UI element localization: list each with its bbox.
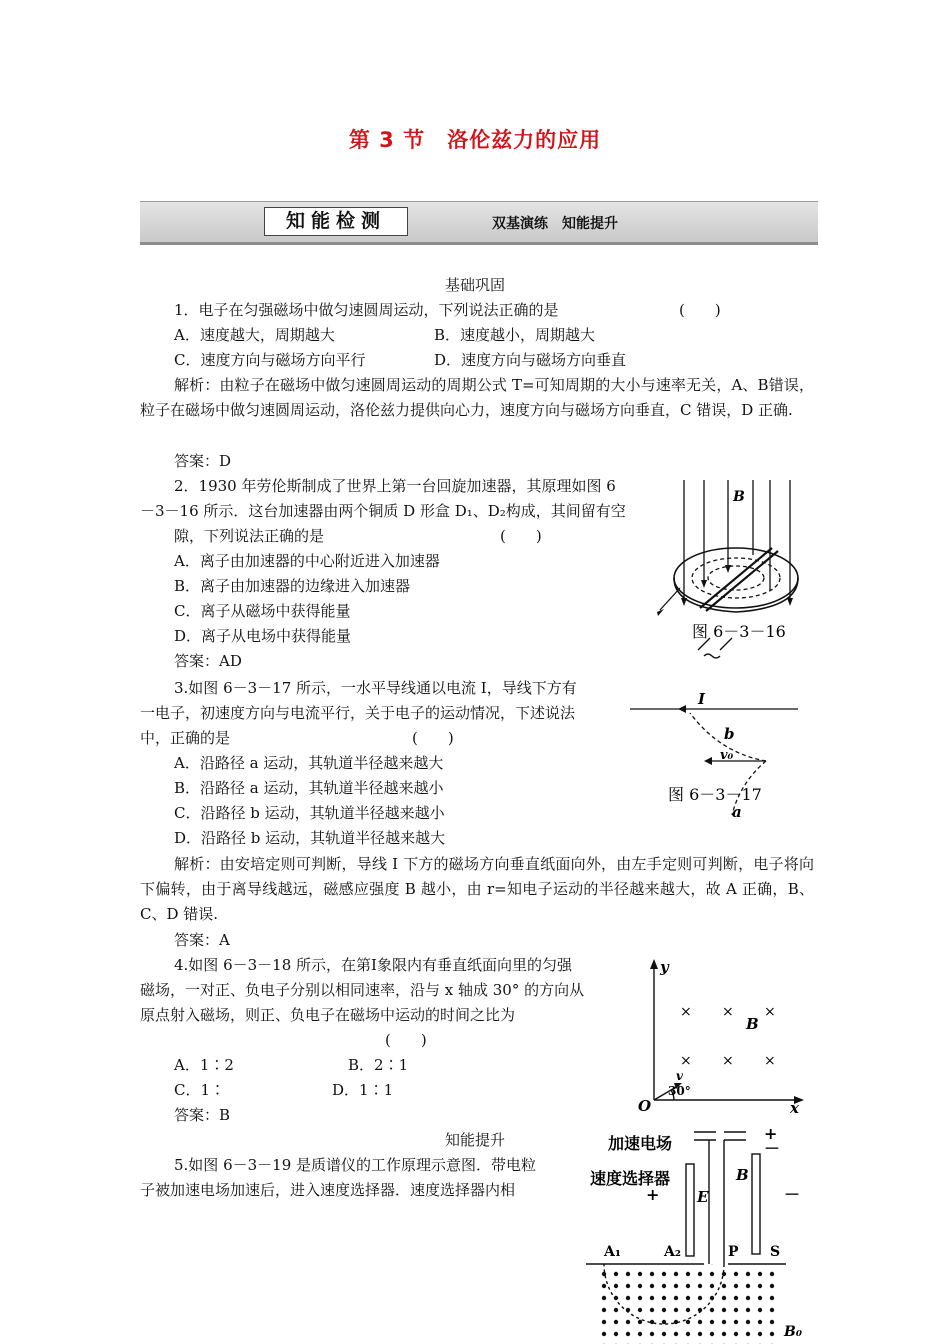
q2-option-a: A．离子由加速器的中心附近进入加速器	[174, 552, 440, 570]
q1-analysis: 解析：由粒子在磁场中做匀速圆周运动的周期公式 T=可知周期的大小与速率无关，A、B错误，粒子在磁场中做匀速圆周运动，洛伦兹力提供向心力，速度方向与磁场方向垂直，C 错误，D 正确.	[140, 376, 814, 419]
fig18-label-v: v	[676, 1069, 683, 1083]
q1-option-d: D．速度方向与磁场方向垂直	[434, 351, 627, 369]
q2-option-b: B．离子由加速器的边缘进入加速器	[174, 577, 411, 595]
fig19-label-accel: 加速电场	[608, 1134, 673, 1153]
q5-line-2: 子被加速电场加速后，进入速度选择器．速度选择器内相	[140, 1181, 516, 1199]
fig19-label-b0: B₀	[784, 1324, 802, 1340]
q4-option-c: C．1∶	[174, 1081, 226, 1099]
fig17-label-b: b	[724, 725, 735, 743]
fig19-label-plus-top: +	[764, 1124, 778, 1143]
q2-blank: ( )	[500, 527, 542, 545]
field-cross: ×	[764, 1004, 776, 1020]
page-title: 第 3 节 洛伦兹力的应用	[348, 128, 602, 152]
fig19-label-plus-left: +	[646, 1185, 660, 1204]
figure-quadrant-field	[630, 955, 810, 1118]
q4-line-2: 磁场，一对正、负电子分别以相同速率，沿与 x 轴成 30° 的方向从	[140, 981, 585, 999]
q3-option-d: D．沿路径 b 运动，其轨道半径越来越大	[174, 829, 446, 847]
fig17-label-a: a	[732, 803, 742, 821]
figure-wire-electron	[628, 683, 808, 823]
q2-line-2: －3－16 所示．这台加速器由两个铜质 D 形盒 D₁、D₂构成，其间留有空	[140, 502, 626, 520]
figure-cyclotron	[640, 470, 820, 665]
q1-option-c: C．速度方向与磁场方向平行	[174, 351, 366, 369]
q2-option-c: C．离子从磁场中获得能量	[174, 602, 351, 620]
q4-answer: 答案：B	[174, 1106, 231, 1124]
q2-line-3: 隙，下列说法正确的是	[174, 527, 325, 545]
field-cross: ×	[722, 1004, 734, 1020]
q1-option-b: B．速度越小，周期越大	[434, 326, 596, 344]
section-banner	[140, 201, 818, 245]
q3-analysis: 解析：由安培定则可判断，导线 I 下方的磁场方向垂直纸面向外，由左手定则可判断，电子将向下偏转，由于离导线越远，磁感应强度 B 越小，由 r=知电子运动的半径越来越大，故 A 正确，B、C、D 错误.	[140, 855, 814, 923]
fig16-label-b: B	[733, 489, 745, 505]
field-cross: ×	[680, 1053, 692, 1069]
section-heading-basic: 基础巩固	[444, 276, 505, 294]
q1-answer: 答案：D	[174, 452, 232, 470]
q1-blank: ( )	[679, 301, 721, 319]
fig17-label-i: I	[698, 690, 706, 708]
fig19-label-p: P	[728, 1244, 739, 1260]
fig17-caption: 图 6－3－17	[668, 785, 762, 804]
fig19-label-selector: 速度选择器	[590, 1169, 671, 1188]
q3-blank: ( )	[412, 729, 454, 747]
q3-answer: 答案：A	[174, 931, 230, 949]
fig19-label-a2: A₂	[664, 1244, 681, 1260]
q4-line-3: 原点射入磁场，则正、负电子在磁场中运动的时间之比为	[140, 1006, 516, 1024]
q4-option-d: D．1∶1	[332, 1081, 394, 1099]
q4-option-a: A．1∶2	[174, 1056, 234, 1074]
q4-option-b: B．2∶1	[348, 1056, 409, 1074]
figure-mass-spectrometer	[586, 1124, 808, 1344]
q3-line-3: 中，正确的是	[140, 729, 231, 747]
q2-option-d: D．离子从电场中获得能量	[174, 627, 352, 645]
q2-answer: 答案：AD	[174, 652, 242, 670]
fig18-label-x: x	[790, 1099, 799, 1117]
q5-line-1: 5.如图 6－3－19 是质谱仪的工作原理示意图．带电粒	[174, 1156, 537, 1174]
fig19-label-a1: A₁	[604, 1244, 621, 1260]
q4-blank: ( )	[385, 1031, 427, 1049]
fig18-label-b: B	[746, 1015, 759, 1033]
fig19-label-s: S	[770, 1244, 781, 1260]
fig18-label-angle: 30°	[668, 1084, 691, 1098]
q3-option-c: C．沿路径 b 运动，其轨道半径越来越小	[174, 804, 445, 822]
q1-option-a: A．速度越大，周期越大	[174, 326, 335, 344]
banner-box-label: 知能检测	[264, 207, 408, 236]
q4-line-1: 4.如图 6－3－18 所示，在第Ⅰ象限内有垂直纸面向里的匀强	[174, 956, 572, 974]
q1-stem: 1．电子在匀强磁场中做匀速圆周运动，下列说法正确的是	[174, 301, 559, 319]
q3-line-2: 一电子，初速度方向与电流平行，关于电子的运动情况，下述说法	[140, 704, 576, 722]
field-cross: ×	[764, 1053, 776, 1069]
banner-sub-label: 双基演练 知能提升	[492, 216, 618, 232]
fig19-label-minus-top: －	[764, 1139, 781, 1158]
fig18-label-o: O	[638, 1097, 652, 1115]
fig19-label-b: B	[736, 1166, 749, 1184]
q3-line-1: 3.如图 6－3－17 所示，一水平导线通以电流 I，导线下方有	[174, 679, 577, 697]
fig19-label-minus-right: －	[784, 1185, 801, 1204]
q3-option-b: B．沿路径 a 运动，其轨道半径越来越小	[174, 779, 444, 797]
fig17-label-v0: v₀	[720, 748, 734, 763]
fig19-label-e: E	[697, 1188, 709, 1206]
field-cross: ×	[722, 1053, 734, 1069]
field-cross: ×	[680, 1004, 692, 1020]
fig18-label-y: y	[660, 958, 669, 976]
q3-option-a: A．沿路径 a 运动，其轨道半径越来越大	[174, 754, 444, 772]
section-heading-advanced: 知能提升	[444, 1131, 505, 1149]
fig16-caption: 图 6－3－16	[692, 622, 786, 641]
b0-field-dots	[596, 1264, 781, 1344]
q2-line-1: 2．1930 年劳伦斯制成了世界上第一台回旋加速器，其原理如图 6	[174, 477, 616, 495]
